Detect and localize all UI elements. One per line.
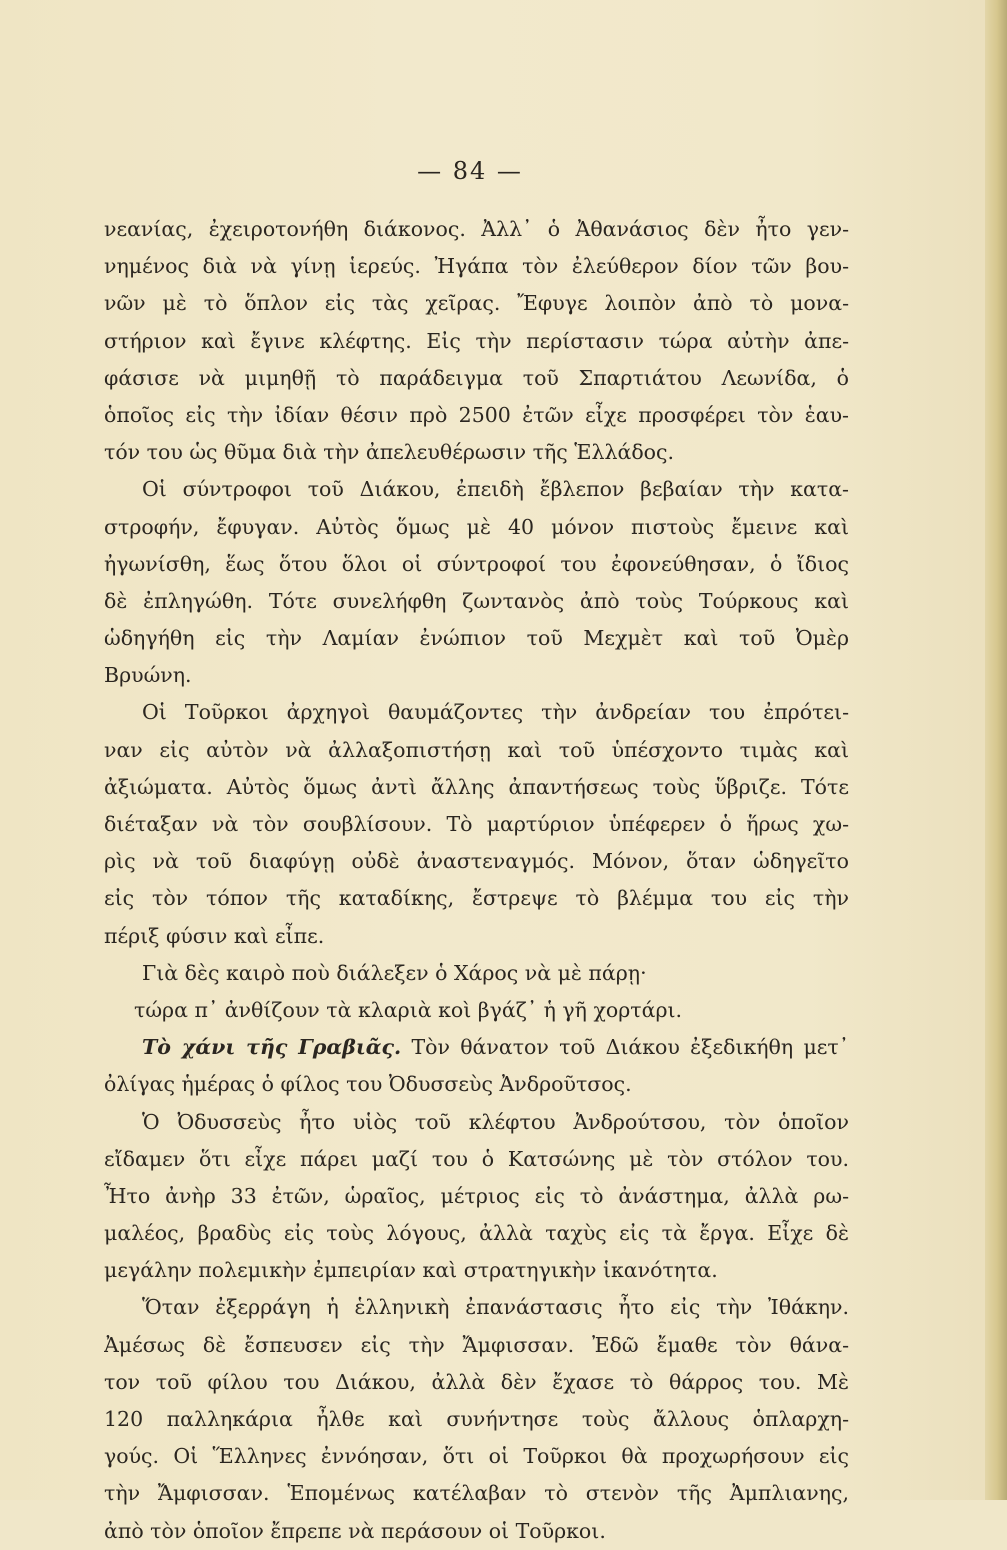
text-line: Οἱ Τοῦρκοι ἀρχηγοὶ θαυμάζοντες τὴν ἀνδρείαν του ἐπρότει-: [142, 700, 849, 725]
text-line: τον τοῦ φίλου του Διάκου, ἀλλὰ δὲν ἔχασε τὸ θάρρος του. Μὲ: [104, 1369, 849, 1394]
section-text: Τὸν θάνατον τοῦ Διάκου ἐξεδικήθη μετ᾽: [411, 1035, 849, 1060]
page-edge: [985, 0, 1007, 1500]
text-line: τόν του ὡς θῦμα διὰ τὴν ἀπελευθέρωσιν τῆς Ἑλλάδος.: [104, 440, 674, 465]
text-line: δὲ ἐπληγώθη. Τότε συνελήφθη ζωντανὸς ἀπὸ τοὺς Τούρκους καὶ: [104, 588, 849, 613]
text-line: στήριον καὶ ἔγινε κλέφτης. Εἰς τὴν περίστασιν τώρα αὐτὴν ἀπε-: [104, 328, 849, 353]
text-line: ναν εἰς αὐτὸν νὰ ἀλλαξοπιστήσῃ καὶ τοῦ ὑπέσχοντο τιμὰς καὶ: [104, 737, 849, 762]
text-line: ἀπὸ τὸν ὁποῖον ἔπρεπε νὰ περάσουν οἱ Τοῦρκοι.: [104, 1518, 606, 1543]
text-line: γούς. Οἱ Ἕλληνες ἐννόησαν, ὅτι οἱ Τοῦρκοι θὰ προχωρήσουν εἰς: [104, 1444, 849, 1469]
text-line: 120 παλληκάρια ἦλθε καὶ συνήντησε τοὺς ἄλλους ὁπλαρχη-: [104, 1407, 849, 1431]
text-line: φάσισε νὰ μιμηθῇ τὸ παράδειγμα τοῦ Σπαρτιάτου Λεωνίδα, ὁ: [104, 365, 849, 390]
text-line: ἀξιώματα. Αὐτὸς ὅμως ἀντὶ ἄλλης ἀπαντήσεως τοὺς ὕβριζε. Τότε: [104, 774, 849, 799]
text-line: ὡδηγήθη εἰς τὴν Λαμίαν ἐνώπιον τοῦ Μεχμὲτ καὶ τοῦ Ὀμὲρ: [104, 626, 849, 651]
text-line: νημένος διὰ νὰ γίνῃ ἱερεύς. Ἠγάπα τὸν ἐλεύθερον δίον τῶν βου-: [104, 254, 849, 279]
text-line: Ἦτο ἀνὴρ 33 ἐτῶν, ὡραῖος, μέτριος εἰς τὸ ἀνάστημα, ἀλλὰ ρω-: [104, 1183, 849, 1208]
section-line: [104, 1029, 849, 1066]
text-line: εἰς τὸν τόπον τῆς καταδίκης, ἔστρεψε τὸ βλέμμα του εἰς τὴν: [104, 886, 849, 911]
text-line: στροφήν, ἔφυγαν. Αὐτὸς ὅμως μὲ 40 μόνον πιστοὺς ἔμεινε καὶ: [104, 514, 849, 539]
text-line: νεανίας, ἐχειροτονήθη διάκονος. Ἀλλ᾽ ὁ Ἀθανάσιος δὲν ἦτο γεν-: [104, 217, 849, 241]
text-line: διέταξαν νὰ τὸν σουβλίσουν. Τὸ μαρτύριον ὑπέφερεν ὁ ἥρως χω-: [104, 812, 849, 836]
page-number: — 84 —: [417, 157, 523, 185]
text-line: μαλέος, βραδὺς εἰς τοὺς λόγους, ἀλλὰ ταχὺς εἰς τὰ ἔργα. Εἶχε δὲ: [104, 1221, 849, 1246]
verse-line: Γιὰ δὲς καιρὸ ποὺ διάλεξεν ὁ Χάρος νὰ μὲ πάρῃ·: [142, 960, 647, 985]
text-line: ὀλίγας ἡμέρας ὁ φίλος του Ὀδυσσεὺς Ἀνδροῦτσος.: [104, 1072, 632, 1097]
text-line: μεγάλην πολεμικὴν ἐμπειρίαν καὶ στρατηγικὴν ἱκανότητα.: [104, 1258, 718, 1283]
text-line: τὴν Ἄμφισσαν. Ἑπομένως κατέλαβαν τὸ στενὸν τῆς Ἀμπλιανης,: [104, 1481, 849, 1506]
text-line: νῶν μὲ τὸ ὅπλον εἰς τὰς χεῖρας. Ἔφυγε λοιπὸν ἀπὸ τὸ μονα-: [104, 291, 849, 316]
text-line: Ὁ Ὀδυσσεὺς ἦτο υἱὸς τοῦ κλέφτου Ἀνδρούτσου, τὸν ὁποῖον: [142, 1109, 849, 1134]
text-line: ὁποῖος εἰς τὴν ἰδίαν θέσιν πρὸ 2500 ἐτῶν εἶχε προσφέρει τὸν ἑαυ-: [104, 402, 849, 427]
text-line: ρὶς νὰ τοῦ διαφύγῃ οὐδὲ ἀναστεναγμός. Μόνον, ὅταν ὡδηγεῖτο: [104, 849, 849, 874]
text-line: πέριξ φύσιν καὶ εἶπε.: [104, 923, 325, 948]
text-line: Οἱ σύντροφοι τοῦ Διάκου, ἐπειδὴ ἔβλεπον βεβαίαν τὴν κατα-: [142, 477, 849, 502]
text-line: Ἀμέσως δὲ ἔσπευσεν εἰς τὴν Ἄμφισσαν. Ἐδῶ ἔμαθε τὸν θάνα-: [104, 1332, 849, 1357]
text-line: ἠγωνίσθη, ἕως ὅτου ὅλοι οἱ σύντροφοί του ἐφονεύθησαν, ὁ ἴδιος: [104, 551, 849, 576]
text-line: Βρυώνη.: [104, 663, 192, 688]
text-line: εἴδαμεν ὅτι εἶχε πάρει μαζί του ὁ Κατσώνης μὲ τὸν στόλον του.: [104, 1146, 849, 1171]
verse-line: τώρα π᾽ ἀνθίζουν τὰ κλαριὰ κοὶ βγάζ᾽ ἡ γῆ χορτάρι.: [134, 997, 683, 1022]
text-line: Ὅταν ἐξερράγη ἡ ἑλληνικὴ ἐπανάστασις ἦτο εἰς τὴν Ἰθάκην.: [142, 1295, 849, 1320]
body-text: [104, 211, 849, 1550]
section-heading: Τὸ χάνι τῆς Γραβιᾶς.: [142, 1035, 402, 1060]
